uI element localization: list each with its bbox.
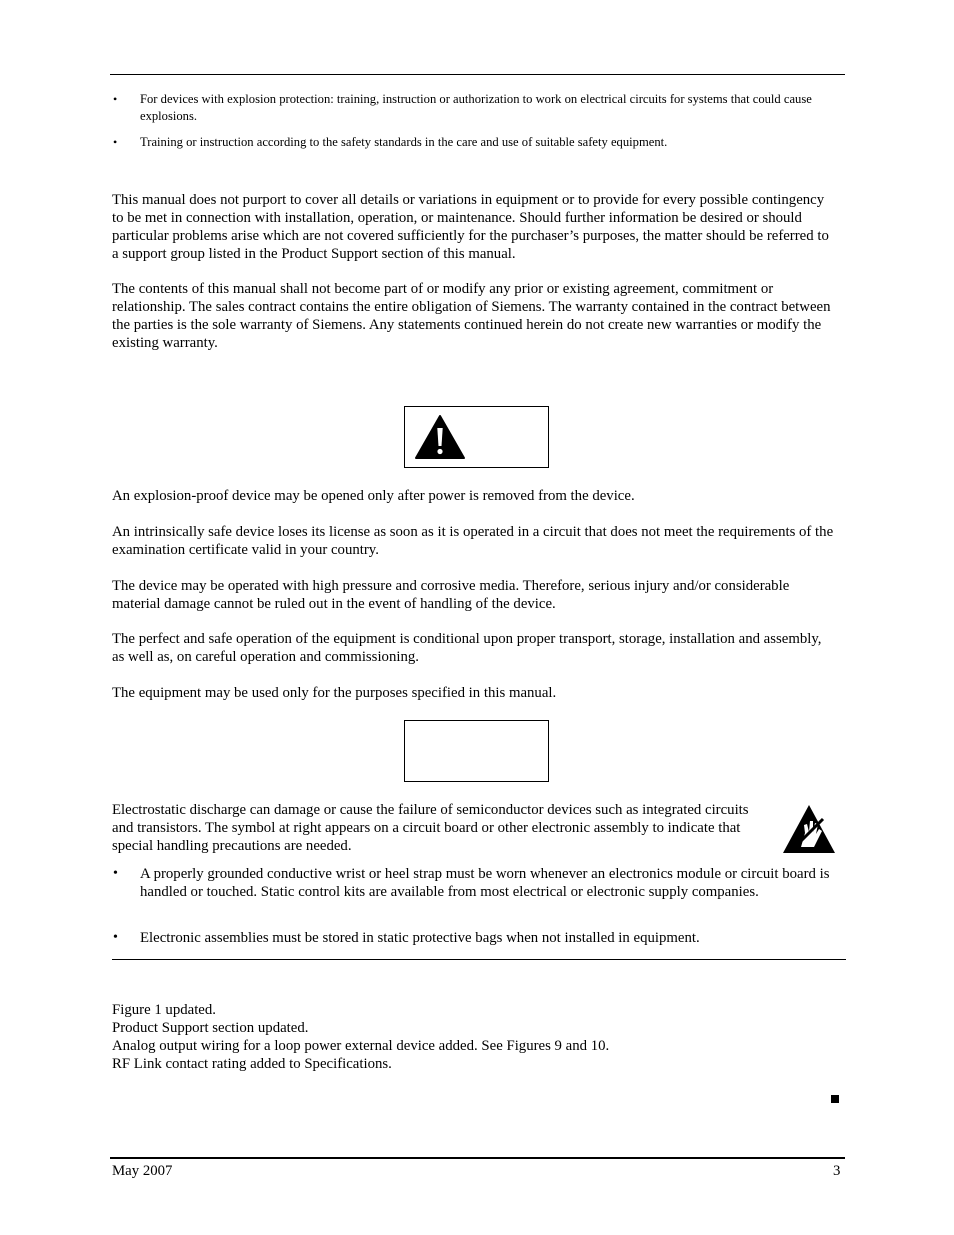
update-item: Figure 1 updated. (112, 1002, 216, 1018)
update-item: Analog output wiring for a loop power external device added. See Figures 9 and 10. (112, 1038, 610, 1054)
list-item: For devices with explosion protection: training, instruction or authorization to work on electrical circuits for systems that could cause explosions. (140, 92, 812, 123)
update-item: RF Link contact rating added to Specifications. (112, 1056, 392, 1072)
end-mark-icon (831, 1095, 839, 1103)
page-number: 3 (833, 1163, 841, 1179)
update-item: Product Support section updated. (112, 1020, 309, 1036)
top-rule (110, 74, 845, 75)
footer-date: May 2007 (112, 1163, 173, 1179)
list-item: Training or instruction according to the safety standards in the care and use of suitable safety equipment. (140, 135, 668, 149)
bullet-marker: • (113, 866, 118, 881)
bullet-marker: • (113, 135, 118, 149)
note-box (404, 720, 549, 782)
bullet-marker: • (113, 92, 118, 106)
warning-triangle-icon (414, 414, 466, 460)
list-item: Electronic assemblies must be stored in static protective bags when not installed in equipment. (140, 930, 700, 946)
safe-operation-paragraph: The perfect and safe operation of the equipment is conditional upon proper transport, storage, installation and assembly, as well as, on careful operation and commissioning. (112, 631, 822, 665)
intrinsically-safe-paragraph: An intrinsically safe device loses its license as soon as it is operated in a circuit that does not meet the requirements of the examination certificate valid in your country. (112, 524, 834, 558)
warning-box (404, 406, 549, 468)
section-rule (112, 959, 846, 960)
bullet-marker: • (113, 930, 118, 945)
warranty-paragraph: The contents of this manual shall not become part of or modify any prior or existing agreement, commitment or relationship. The sales contract contains the entire obligation of Siemens. The warranty contained in the contract between the parties is the sole warranty of Siemens. Any statements continued herein do not create new warranties or modify the existing warranty. (112, 281, 831, 351)
footer-rule (110, 1157, 845, 1159)
esd-paragraph: Electrostatic discharge can damage or cause the failure of semiconductor devices such as integrated circuits and transistors. The symbol at right appears on a circuit board or other electronic assembly to indicate that special handling precautions are needed. (112, 802, 749, 854)
disclaimer-paragraph: This manual does not purport to cover all details or variations in equipment or to provide for every possible contingency to be met in connection with installation, operation, or maintenance. Should further information be desired or should particular problems arise which are not covered sufficiently for the purchaser’s purposes, the matter should be referred to a support group listed in the Product Support section of this manual. (112, 192, 829, 262)
explosion-proof-paragraph: An explosion-proof device may be opened only after power is removed from the device. (112, 488, 635, 504)
esd-hand-triangle-icon (781, 803, 837, 855)
list-item: A properly grounded conductive wrist or heel strap must be worn whenever an electronics module or circuit board is handled or touched. Static control kits are available from most electrical or electronic supply companies. (140, 866, 830, 900)
intended-use-paragraph: The equipment may be used only for the purposes specified in this manual. (112, 685, 557, 701)
high-pressure-paragraph: The device may be operated with high pressure and corrosive media. Therefore, serious injury and/or considerable material damage cannot be ruled out in the event of handling of the device. (112, 578, 790, 612)
